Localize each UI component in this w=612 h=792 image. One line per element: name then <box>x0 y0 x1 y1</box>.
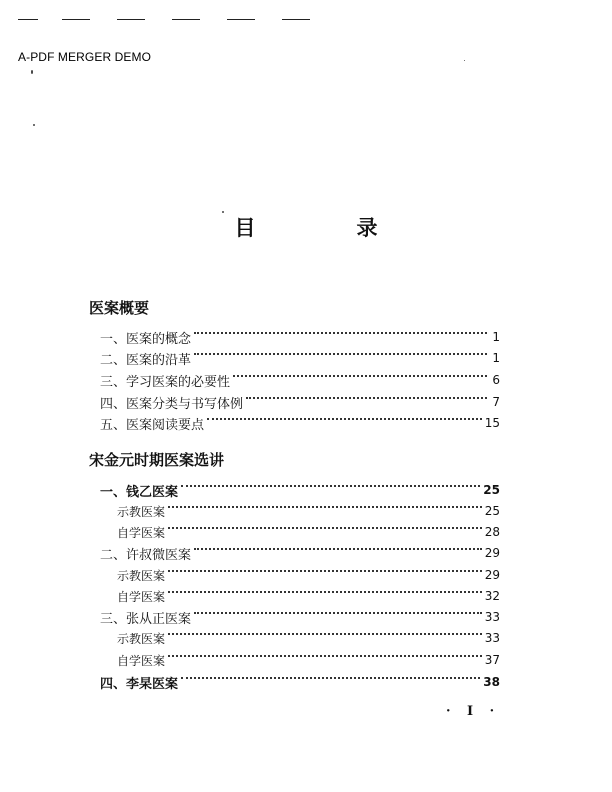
header-rule <box>282 19 310 20</box>
toc-subentry[interactable] <box>117 522 500 542</box>
scan-speck <box>33 124 35 126</box>
scan-speck <box>31 70 33 74</box>
toc-entry-label: 自学医案 <box>117 525 166 540</box>
leader-dots <box>168 506 482 508</box>
toc-entry-label: 自学医案 <box>117 653 166 668</box>
toc-subentry[interactable] <box>117 628 500 648</box>
leader-dots <box>168 655 482 657</box>
leader-dots <box>194 353 487 355</box>
toc-entry-label: 三、学习医案的必要性 <box>100 374 231 390</box>
toc-entry-label: 示教医案 <box>117 631 166 646</box>
toc-entry[interactable] <box>100 672 500 692</box>
toc-entry-page: 7 <box>492 395 500 409</box>
leader-dots <box>168 527 482 529</box>
page-number: · I · <box>446 704 501 719</box>
toc-entry-label: 二、医案的沿革 <box>100 352 192 368</box>
toc-entry-page: 1 <box>492 351 500 365</box>
toc-entry-page: 33 <box>484 610 500 624</box>
page-title: 目 录 <box>234 215 418 240</box>
leader-dots <box>168 591 482 593</box>
header-rule <box>117 19 145 20</box>
toc-subentry[interactable] <box>117 586 500 606</box>
leader-dots <box>246 397 487 399</box>
toc-entry[interactable] <box>100 413 500 433</box>
toc-entry-label: 四、医案分类与书写体例 <box>100 396 244 412</box>
toc-entry-page: 25 <box>483 483 500 497</box>
toc-entry[interactable] <box>100 348 500 368</box>
toc-entry-page: 29 <box>484 568 500 582</box>
toc-entry[interactable] <box>100 607 500 627</box>
toc-entry-label: 四、李杲医案 <box>100 676 179 692</box>
toc-entry-page: 1 <box>492 330 500 344</box>
toc-subentry[interactable] <box>117 565 500 585</box>
section-title: 宋金元时期医案选讲 <box>89 451 225 469</box>
leader-dots <box>168 570 482 572</box>
toc-entry-page: 32 <box>484 589 500 603</box>
leader-dots <box>207 418 482 420</box>
toc-entry[interactable] <box>100 392 500 412</box>
leader-dots <box>181 677 480 679</box>
toc-entry-page: 38 <box>483 675 500 689</box>
toc-entry-page: 28 <box>484 525 500 539</box>
toc-entry-label: 自学医案 <box>117 589 166 604</box>
toc-entry-page: 33 <box>484 631 500 645</box>
leader-dots <box>233 375 487 377</box>
toc-entry-label: 一、医案的概念 <box>100 331 192 347</box>
toc-entry[interactable] <box>100 480 500 500</box>
toc-entry-label: 示教医案 <box>117 504 166 519</box>
header-rule <box>172 19 200 20</box>
toc-entry-page: 25 <box>484 504 500 518</box>
toc-entry-page: 29 <box>484 546 500 560</box>
toc-subentry[interactable] <box>117 650 500 670</box>
toc-entry-label: 三、张从正医案 <box>100 611 192 627</box>
leader-dots <box>181 485 480 487</box>
toc-entry[interactable] <box>100 543 500 563</box>
leader-dots <box>194 332 487 334</box>
toc-entry-page: 6 <box>492 373 500 387</box>
toc-subentry[interactable] <box>117 501 500 521</box>
toc-entry-label: 示教医案 <box>117 568 166 583</box>
toc-entry-label: 一、钱乙医案 <box>100 484 179 500</box>
section-title: 医案概要 <box>89 299 150 317</box>
header-rule <box>18 19 38 20</box>
watermark: A-PDF MERGER DEMO <box>18 50 152 64</box>
toc-entry-label: 二、许叔微医案 <box>100 547 192 563</box>
header-rule <box>227 19 255 20</box>
header-rule <box>62 19 90 20</box>
toc-entry[interactable] <box>100 370 500 390</box>
toc-entry[interactable] <box>100 327 500 347</box>
toc-entry-label: 五、医案阅读要点 <box>100 417 205 433</box>
scan-speck <box>464 60 465 61</box>
toc-entry-page: 37 <box>484 653 500 667</box>
leader-dots <box>194 548 482 550</box>
leader-dots <box>168 633 482 635</box>
leader-dots <box>194 612 482 614</box>
toc-entry-page: 15 <box>484 416 500 430</box>
